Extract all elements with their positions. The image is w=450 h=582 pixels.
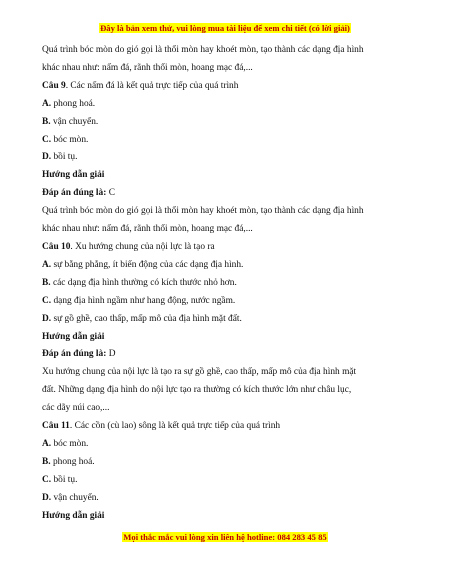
hotline-notice-text: Mọi thắc mắc vui lòng xin liên hệ hotline: 084 283 45 85 bbox=[123, 532, 327, 542]
question-9 bbox=[42, 78, 414, 96]
question-11 bbox=[42, 418, 414, 436]
q9-option-c bbox=[42, 132, 414, 150]
option-text: bồi tụ. bbox=[51, 152, 78, 163]
intro-explanation-line-2: khác nhau như: nấm đá, rãnh thổi mòn, hoang mạc đá,... bbox=[42, 62, 253, 73]
q9-explanation-line-2: khác nhau như: nấm đá, rãnh thổi mòn, hoang mạc đá,... bbox=[42, 224, 253, 235]
guide-heading-text: Hướng dẫn giải bbox=[42, 170, 105, 181]
option-label: A. bbox=[42, 438, 52, 449]
question-text: . Xu hướng chung của nội lực là tạo ra bbox=[70, 241, 215, 252]
q10-option-d bbox=[42, 311, 414, 329]
intro-explanation-line-1: Quá trình bóc mòn do gió gọi là thổi mòn hay khoét mòn, tạo thành các dạng địa hình bbox=[42, 45, 364, 55]
q9-answer bbox=[42, 185, 414, 203]
q10-answer bbox=[42, 346, 414, 364]
q9-guide-heading bbox=[42, 167, 414, 185]
q10-explanation-line-1: Xu hướng chung của nội lực là tạo ra sự gồ ghề, cao thấp, mấp mô của địa hình mặt bbox=[42, 367, 357, 378]
question-number: Câu 11 bbox=[42, 421, 70, 432]
q11-option-b bbox=[42, 454, 414, 472]
option-text: phong hoá. bbox=[51, 98, 96, 109]
option-label: B. bbox=[42, 456, 51, 467]
hotline-notice-banner bbox=[0, 532, 450, 542]
option-label: C. bbox=[42, 474, 52, 485]
q10-explanation-line-2: đất. Những dạng địa hình do nội lực tạo ra thường có kích thước lớn như châu lục, bbox=[42, 385, 352, 396]
q11-option-a bbox=[42, 436, 414, 454]
option-label: C. bbox=[42, 134, 52, 145]
option-text: bồi tụ. bbox=[51, 474, 78, 485]
q11-option-d bbox=[42, 490, 414, 508]
preview-notice-text: Đây là bản xem thử, vui lòng mua tài liệu để xem chi tiết (có lời giải) bbox=[100, 23, 350, 33]
option-label: C. bbox=[42, 295, 52, 306]
option-text: sự gồ ghề, cao thấp, mấp mô của địa hình mặt đất. bbox=[51, 313, 242, 324]
question-text: . Các nấm đá là kết quả trực tiếp của quá trình bbox=[65, 80, 239, 91]
q11-option-c bbox=[42, 472, 414, 490]
guide-heading-text: Hướng dẫn giải bbox=[42, 331, 105, 342]
option-text: vận chuyển. bbox=[50, 116, 99, 127]
q10-option-b bbox=[42, 275, 414, 293]
option-text: các dạng địa hình thường có kích thước nhỏ hơn. bbox=[50, 277, 237, 288]
option-label: A. bbox=[42, 259, 52, 270]
q11-guide-heading bbox=[42, 508, 414, 526]
answer-label: Đáp án đúng là: bbox=[42, 349, 107, 360]
answer-label: Đáp án đúng là: bbox=[42, 188, 107, 199]
question-text: . Các cồn (cù lao) sông là kết quả trực tiếp của quá trình bbox=[69, 421, 281, 432]
option-text: dạng địa hình ngầm như hang động, nước ngầm. bbox=[51, 295, 236, 306]
answer-value: D bbox=[106, 349, 116, 360]
q9-option-b bbox=[42, 114, 414, 132]
q10-explanation-line-3: các dãy núi cao,... bbox=[42, 403, 110, 414]
guide-heading-text: Hướng dẫn giải bbox=[42, 510, 105, 521]
option-label: D. bbox=[42, 152, 52, 163]
q10-option-c bbox=[42, 293, 414, 311]
option-label: B. bbox=[42, 277, 51, 288]
q10-guide-heading bbox=[42, 329, 414, 347]
option-text: sự bằng phẳng, ít biến động của các dạng địa hình. bbox=[51, 259, 244, 270]
preview-notice-banner bbox=[0, 23, 450, 33]
option-text: phong hoá. bbox=[50, 456, 95, 467]
q9-option-a bbox=[42, 96, 414, 114]
document-body bbox=[42, 42, 414, 525]
option-label: A. bbox=[42, 98, 52, 109]
question-10 bbox=[42, 239, 414, 257]
option-text: bóc mòn. bbox=[51, 438, 89, 449]
option-text: vận chuyển. bbox=[51, 492, 99, 503]
question-number: Câu 9 bbox=[42, 80, 66, 91]
option-label: D. bbox=[42, 313, 52, 324]
answer-value: C bbox=[106, 188, 115, 199]
question-number: Câu 10 bbox=[42, 241, 71, 252]
option-label: D. bbox=[42, 492, 52, 503]
option-label: B. bbox=[42, 116, 51, 127]
option-text: bóc mòn. bbox=[51, 134, 89, 145]
q10-option-a bbox=[42, 257, 414, 275]
q9-option-d bbox=[42, 149, 414, 167]
q9-explanation-line-1: Quá trình bóc mòn do gió gọi là thổi mòn hay khoét mòn, tạo thành các dạng địa hình bbox=[42, 206, 364, 217]
